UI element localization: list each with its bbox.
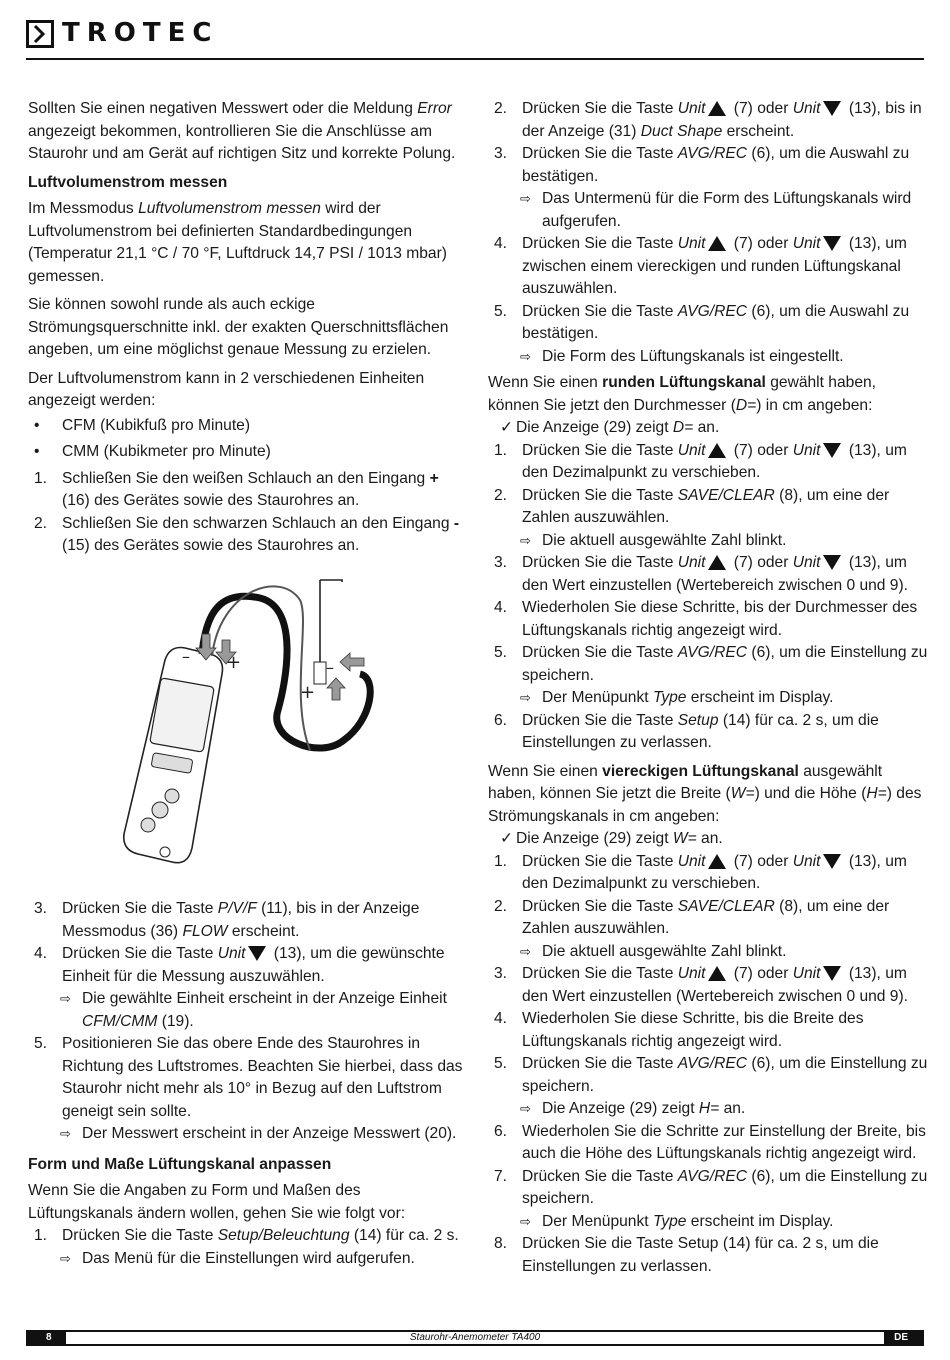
arrow-down-icon <box>823 966 841 981</box>
device-connection-illustration <box>110 570 410 870</box>
round-step-1: 1. Drücken Sie die Taste Unit (7) oder Unit (13), um den Dezimalpunkt zu verschieben. <box>494 441 907 481</box>
right-column <box>488 98 928 1278</box>
square-step-1: 1. Drücken Sie die Taste Unit (7) oder Unit (13), um den Dezimalpunkt zu verschieben. <box>494 852 907 892</box>
square-step-3: 3. Drücken Sie die Taste Unit (7) oder Unit (13), um den Wert einzustellen (Wertebereich zwischen 0 und 9). <box>494 965 908 1005</box>
square-intro: Wenn Sie einen viereckigen Lüftungskanal ausgewählt haben, können Sie jetzt die Breite (W=) und die Höhe (H=) des Strömungskanals in cm angeben: <box>488 762 922 825</box>
result-arrow-icon: ⇨ <box>520 690 531 705</box>
round-step-4: 4. Wiederholen Sie diese Schritte, bis der Durchmesser des Lüftungskanals richtig angezeigt wird. <box>494 599 918 639</box>
duct-step-1: 1. Drücken Sie die Taste Setup/Beleuchtung (14) für ca. 2 s. <box>34 1227 459 1244</box>
list-item: • CFM (Kubikfuß pro Minute) <box>34 416 251 434</box>
arrow-up-icon <box>708 555 726 570</box>
result-arrow-icon: ⇨ <box>60 1250 71 1266</box>
result-arrow-icon: ⇨ <box>520 943 531 959</box>
round-step-2: 2. Drücken Sie die Taste SAVE/CLEAR (8), um eine der Zahlen auszuwählen. <box>494 486 890 526</box>
duct-result-3: ⇨ Das Untermenü für die Form des Lüftungskanals wird aufgerufen. <box>520 190 912 230</box>
page-header <box>26 20 924 50</box>
round-intro: Wenn Sie einen runden Lüftungskanal gewählt haben, können Sie jetzt den Durchmesser (D=) in cm angeben: <box>488 374 876 414</box>
list-item: • CMM (Kubikmeter pro Minute) <box>34 443 271 460</box>
left-column <box>28 98 466 558</box>
duct-result-5: ⇨ Die Form des Lüftungskanals ist eingestellt. <box>488 346 928 369</box>
cross-section-paragraph: Sie können sowohl runde als auch eckige Strömungsquerschnitte inkl. der exakten Querschnittsflächen angeben, um eine möglichst genaue Messung zu erzielen. <box>28 296 449 358</box>
round-result-5: ⇨ Der Menüpunkt Type erscheint im Display. <box>488 687 928 710</box>
result-arrow-icon: ⇨ <box>520 348 531 364</box>
result-arrow-icon: ⇨ <box>520 1213 531 1229</box>
step-2: 2. Schließen Sie den schwarzen Schlauch an den Eingang - (15) des Gerätes sowie des Staurohres an. <box>34 514 460 554</box>
arrow-up-icon <box>708 854 726 869</box>
duct-step-2: 2. Drücken Sie die Taste Unit (7) oder Unit (13), bis in der Anzeige (31) Duct Shape erscheint. <box>494 100 922 140</box>
check-icon: ✓ <box>500 419 514 436</box>
minus-label-pitot: – <box>326 658 334 677</box>
footer-title: Staurohr-Anemometer TA400 <box>66 1332 884 1344</box>
square-step-8: 8. Drücken Sie die Taste Setup (14) für ca. 2 s, um die Einstellungen zu verlassen. <box>494 1235 879 1275</box>
arrow-down-icon <box>823 555 841 570</box>
square-result-2: ⇨ Die aktuell ausgewählte Zahl blinkt. <box>488 941 928 964</box>
square-step-2: 2. Drücken Sie die Taste SAVE/CLEAR (8), um eine der Zahlen auszuwählen. <box>494 897 890 937</box>
round-step-3: 3. Drücken Sie die Taste Unit (7) oder Unit (13), um den Wert einzustellen (Wertebereich zwischen 0 und 9). <box>494 554 908 594</box>
heading-duct: Form und Maße Lüftungskanal anpassen <box>28 1155 332 1173</box>
step-1: 1. Schließen Sie den weißen Schlauch an den Eingang + (16) des Gerätes sowie des Staurohres an. <box>34 469 439 509</box>
left-column-lower <box>28 898 466 1270</box>
round-step-5: 5. Drücken Sie die Taste AVG/REC (6), um die Einstellung zu speichern. <box>494 644 928 684</box>
round-result-2: ⇨ Die aktuell ausgewählte Zahl blinkt. <box>488 530 928 553</box>
page-footer <box>26 1330 924 1346</box>
duct-step-3: 3. Drücken Sie die Taste AVG/REC (6), um die Auswahl zu bestätigen. <box>494 145 910 185</box>
square-check: ✓ Die Anzeige (29) zeigt W= an. <box>488 828 928 851</box>
round-step-6: 6. Drücken Sie die Taste Setup (14) für ca. 2 s, um die Einstellungen zu verlassen. <box>494 711 879 751</box>
step-4: 4. Drücken Sie die Taste Unit (13), um die gewünschte Einheit für die Messung auszuwählen. <box>34 945 445 985</box>
result-arrow-icon: ⇨ <box>60 991 71 1006</box>
step-5: 5. Positionieren Sie das obere Ende des Staurohres in Richtung des Luftstromes. Beachten Sie hierbei, dass das Staurohr nicht mehr als 10° in Bezug auf den Luftstrom geneigt sein sollte. <box>34 1035 463 1120</box>
step-3: 3. Drücken Sie die Taste P/V/F (11), bis in der Anzeige Messmodus (36) FLOW erscheint. <box>34 900 420 940</box>
minus-label: – <box>182 647 190 666</box>
heading-airflow: Luftvolumenstrom messen <box>28 173 228 191</box>
duct-paragraph: Wenn Sie die Angaben zu Form und Maßen des Lüftungskanals ändern wollen, gehen Sie wie folgt vor: <box>28 1182 406 1222</box>
intro-paragraph: Sollten Sie einen negativen Messwert oder die Meldung Error angezeigt bekommen, kontrollieren Sie die Anschlüsse am Staurohr und am Gerät auf richtigen Sitz und korrekte Polung. <box>28 100 456 162</box>
result-arrow-icon: ⇨ <box>520 191 531 206</box>
duct-step-4: 4. Drücken Sie die Taste Unit (7) oder Unit (13), um zwischen einem viereckigen und runden Lüftungskanal auszuwählen. <box>494 235 907 297</box>
brand-name: TROTEC <box>62 18 219 48</box>
result-5: ⇨ Der Messwert erscheint in der Anzeige Messwert (20). <box>28 1123 466 1146</box>
duct-step-5: 5. Drücken Sie die Taste AVG/REC (6), um die Auswahl zu bestätigen. <box>494 302 910 342</box>
arrow-down-icon <box>248 946 266 961</box>
arrow-up-icon <box>708 236 726 251</box>
language-code: DE <box>894 1332 908 1343</box>
units-paragraph: Der Luftvolumenstrom kann in 2 verschiedenen Einheiten angezeigt werden: <box>28 369 425 409</box>
plus-label: + <box>226 652 242 673</box>
arrow-up-icon <box>708 443 726 458</box>
result-4: ⇨ Die gewählte Einheit erscheint in der Anzeige Einheit CFM/CMM (19). <box>60 990 447 1030</box>
result-arrow-icon: ⇨ <box>520 1101 531 1116</box>
square-step-5: 5. Drücken Sie die Taste AVG/REC (6), um die Einstellung zu speichern. <box>494 1055 928 1095</box>
arrow-up-icon <box>708 101 726 116</box>
square-step-4: 4. Wiederholen Sie diese Schritte, bis die Breite des Lüftungskanals richtig angezeigt wird. <box>494 1010 864 1050</box>
square-result-5: ⇨ Die Anzeige (29) zeigt H= an. <box>488 1098 928 1121</box>
header-rule <box>26 58 924 60</box>
arrow-down-icon <box>823 854 841 869</box>
result-arrow-icon: ⇨ <box>520 532 531 548</box>
airflow-paragraph: Im Messmodus Luftvolumenstrom messen wird der Luftvolumenstrom bei definierten Standardbedingungen (Temperatur 21,1 °C / 70 °F, Luftdruck 14,7 PSI / 1013 mbar) gemessen. <box>28 200 447 285</box>
plus-label-pitot: + <box>300 682 316 703</box>
arrow-up-icon <box>708 966 726 981</box>
page-number: 8 <box>46 1332 52 1343</box>
round-check: ✓ Die Anzeige (29) zeigt D= an. <box>488 417 928 440</box>
brand-logo-icon <box>26 20 54 48</box>
arrow-down-icon <box>823 443 841 458</box>
check-icon: ✓ <box>500 830 514 847</box>
duct-result-1: ⇨ Das Menü für die Einstellungen wird aufgerufen. <box>28 1248 466 1271</box>
arrow-down-icon <box>823 101 841 116</box>
square-step-7: 7. Drücken Sie die Taste AVG/REC (6), um die Einstellung zu speichern. <box>494 1167 928 1207</box>
square-step-6: 6. Wiederholen Sie die Schritte zur Einstellung der Breite, bis auch die Höhe des Lüftungskanals richtig angezeigt wird. <box>494 1122 926 1162</box>
arrow-down-icon <box>823 236 841 251</box>
square-result-7: ⇨ Der Menüpunkt Type erscheint im Display. <box>488 1211 928 1234</box>
result-arrow-icon: ⇨ <box>60 1126 71 1141</box>
